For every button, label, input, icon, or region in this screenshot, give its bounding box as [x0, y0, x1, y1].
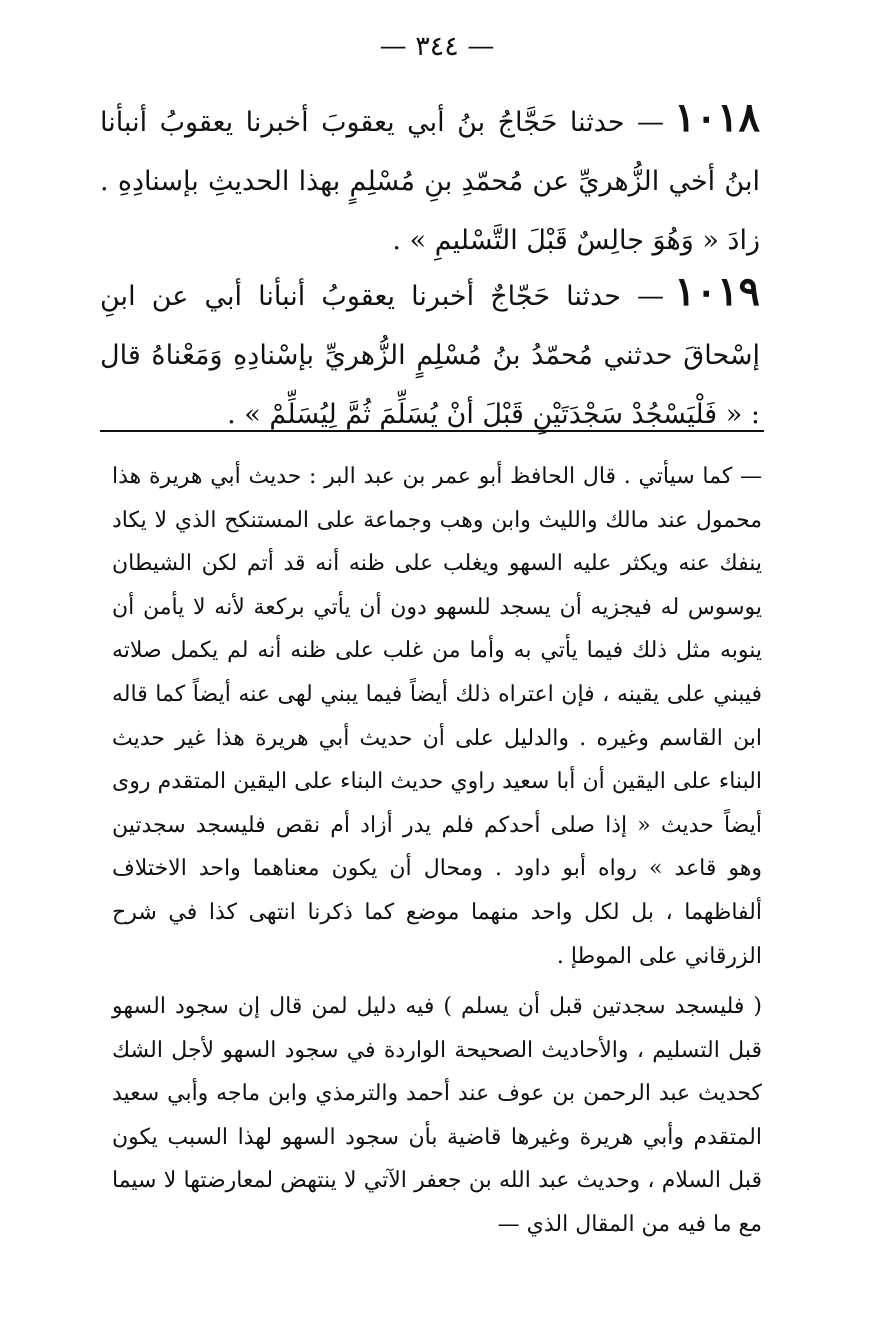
hadith-number: ١٠١٨ — [674, 94, 760, 141]
footnote-divider — [100, 430, 764, 432]
hadith-number: ١٠١٩ — [674, 268, 760, 315]
hadith-text: — حدثنا حَجّاجٌ أخبرنا يعقوبُ أنبأنا أبي عن ابنِ إسْحاقَ حدثني مُحمّدُ بنُ مُسْلِمٍ الزُّهريِّ بإسْنادِهِ وَمَعْناهُ قال : « فَلْيَسْجُدْ سَجْدَتَيْنِ قَبْلَ أنْ يُسَلِّمَ ثُمَّ لِيُسَلِّمْ » . — [100, 281, 760, 430]
hadith-text: — حدثنا حَجَّاجُ بنُ أبي يعقوبَ أخبرنا يعقوبُ أنبأنا ابنُ أخي الزُّهريِّ عن مُحمّدِ بنِ مُسْلِمٍ بهذا الحديثِ بإسنادِهِ . زادَ « وَهُوَ جالِسٌ قَبْلَ التَّسْليمِ » . — [100, 107, 760, 256]
page-number: — ٣٤٤ — — [379, 31, 495, 62]
commentary-paragraph: ( فليسجد سجدتين قبل أن يسلم ) فيه دليل لمن قال إن سجود السهو قبل التسليم ، والأحاديث الصحيحة الواردة في سجود السهو لأجل الشك كحديث عبد الرحمن بن عوف عند أحمد والترمذي وابن ماجه وأبي سعيد المتقدم وأبي هريرة وغيرها قاضية بأن سجود السهو لهذا السبب يكون قبل السلام ، وحديث عبد الله بن جعفر الآتي لا ينتهض لمعارضتها لا سيما مع ما فيه من المقال الذي — — [112, 994, 762, 1237]
commentary-paragraph: — كما سيأتي . قال الحافظ أبو عمر بن عبد البر : حديث أبي هريرة هذا محمول عند مالك والليث وابن وهب وجماعة على المستنكح الذي لا يكاد ينفك عنه ويكثر عليه السهو ويغلب على ظنه أنه قد أتم لكن الشيطان يوسوس له فيجزيه أن يسجد للسهو دون أن يأتي بركعة لأنه لا يأمن أن ينوبه مثل ذلك فيما يأتي به وأما من غلب على ظنه أنه لم يكمل صلاته فيبني على يقينه ، فإن اعتراه ذلك أيضاً فيما يبني لهى عنه أيضاً كما قاله ابن القاسم وغيره . والدليل على أن حديث أبي هريرة هذا غير حديث البناء على اليقين أن أبا سعيد راوي حديث البناء على اليقين المتقدم روى أيضاً حديث « إذا صلى أحدكم فلم يدر أزاد أم نقص فليسجد سجدتين وهو قاعد » رواه أبو داود . ومحال أن يكون معناهما واحد الاختلاف ألفاظهما ، بل لكل واحد منهما موضع كما ذكرنا انتهى كذا في شرح الزرقاني على الموطإ . — [112, 464, 762, 969]
hadith-entry — [100, 262, 760, 444]
hadith-entry — [100, 88, 760, 270]
